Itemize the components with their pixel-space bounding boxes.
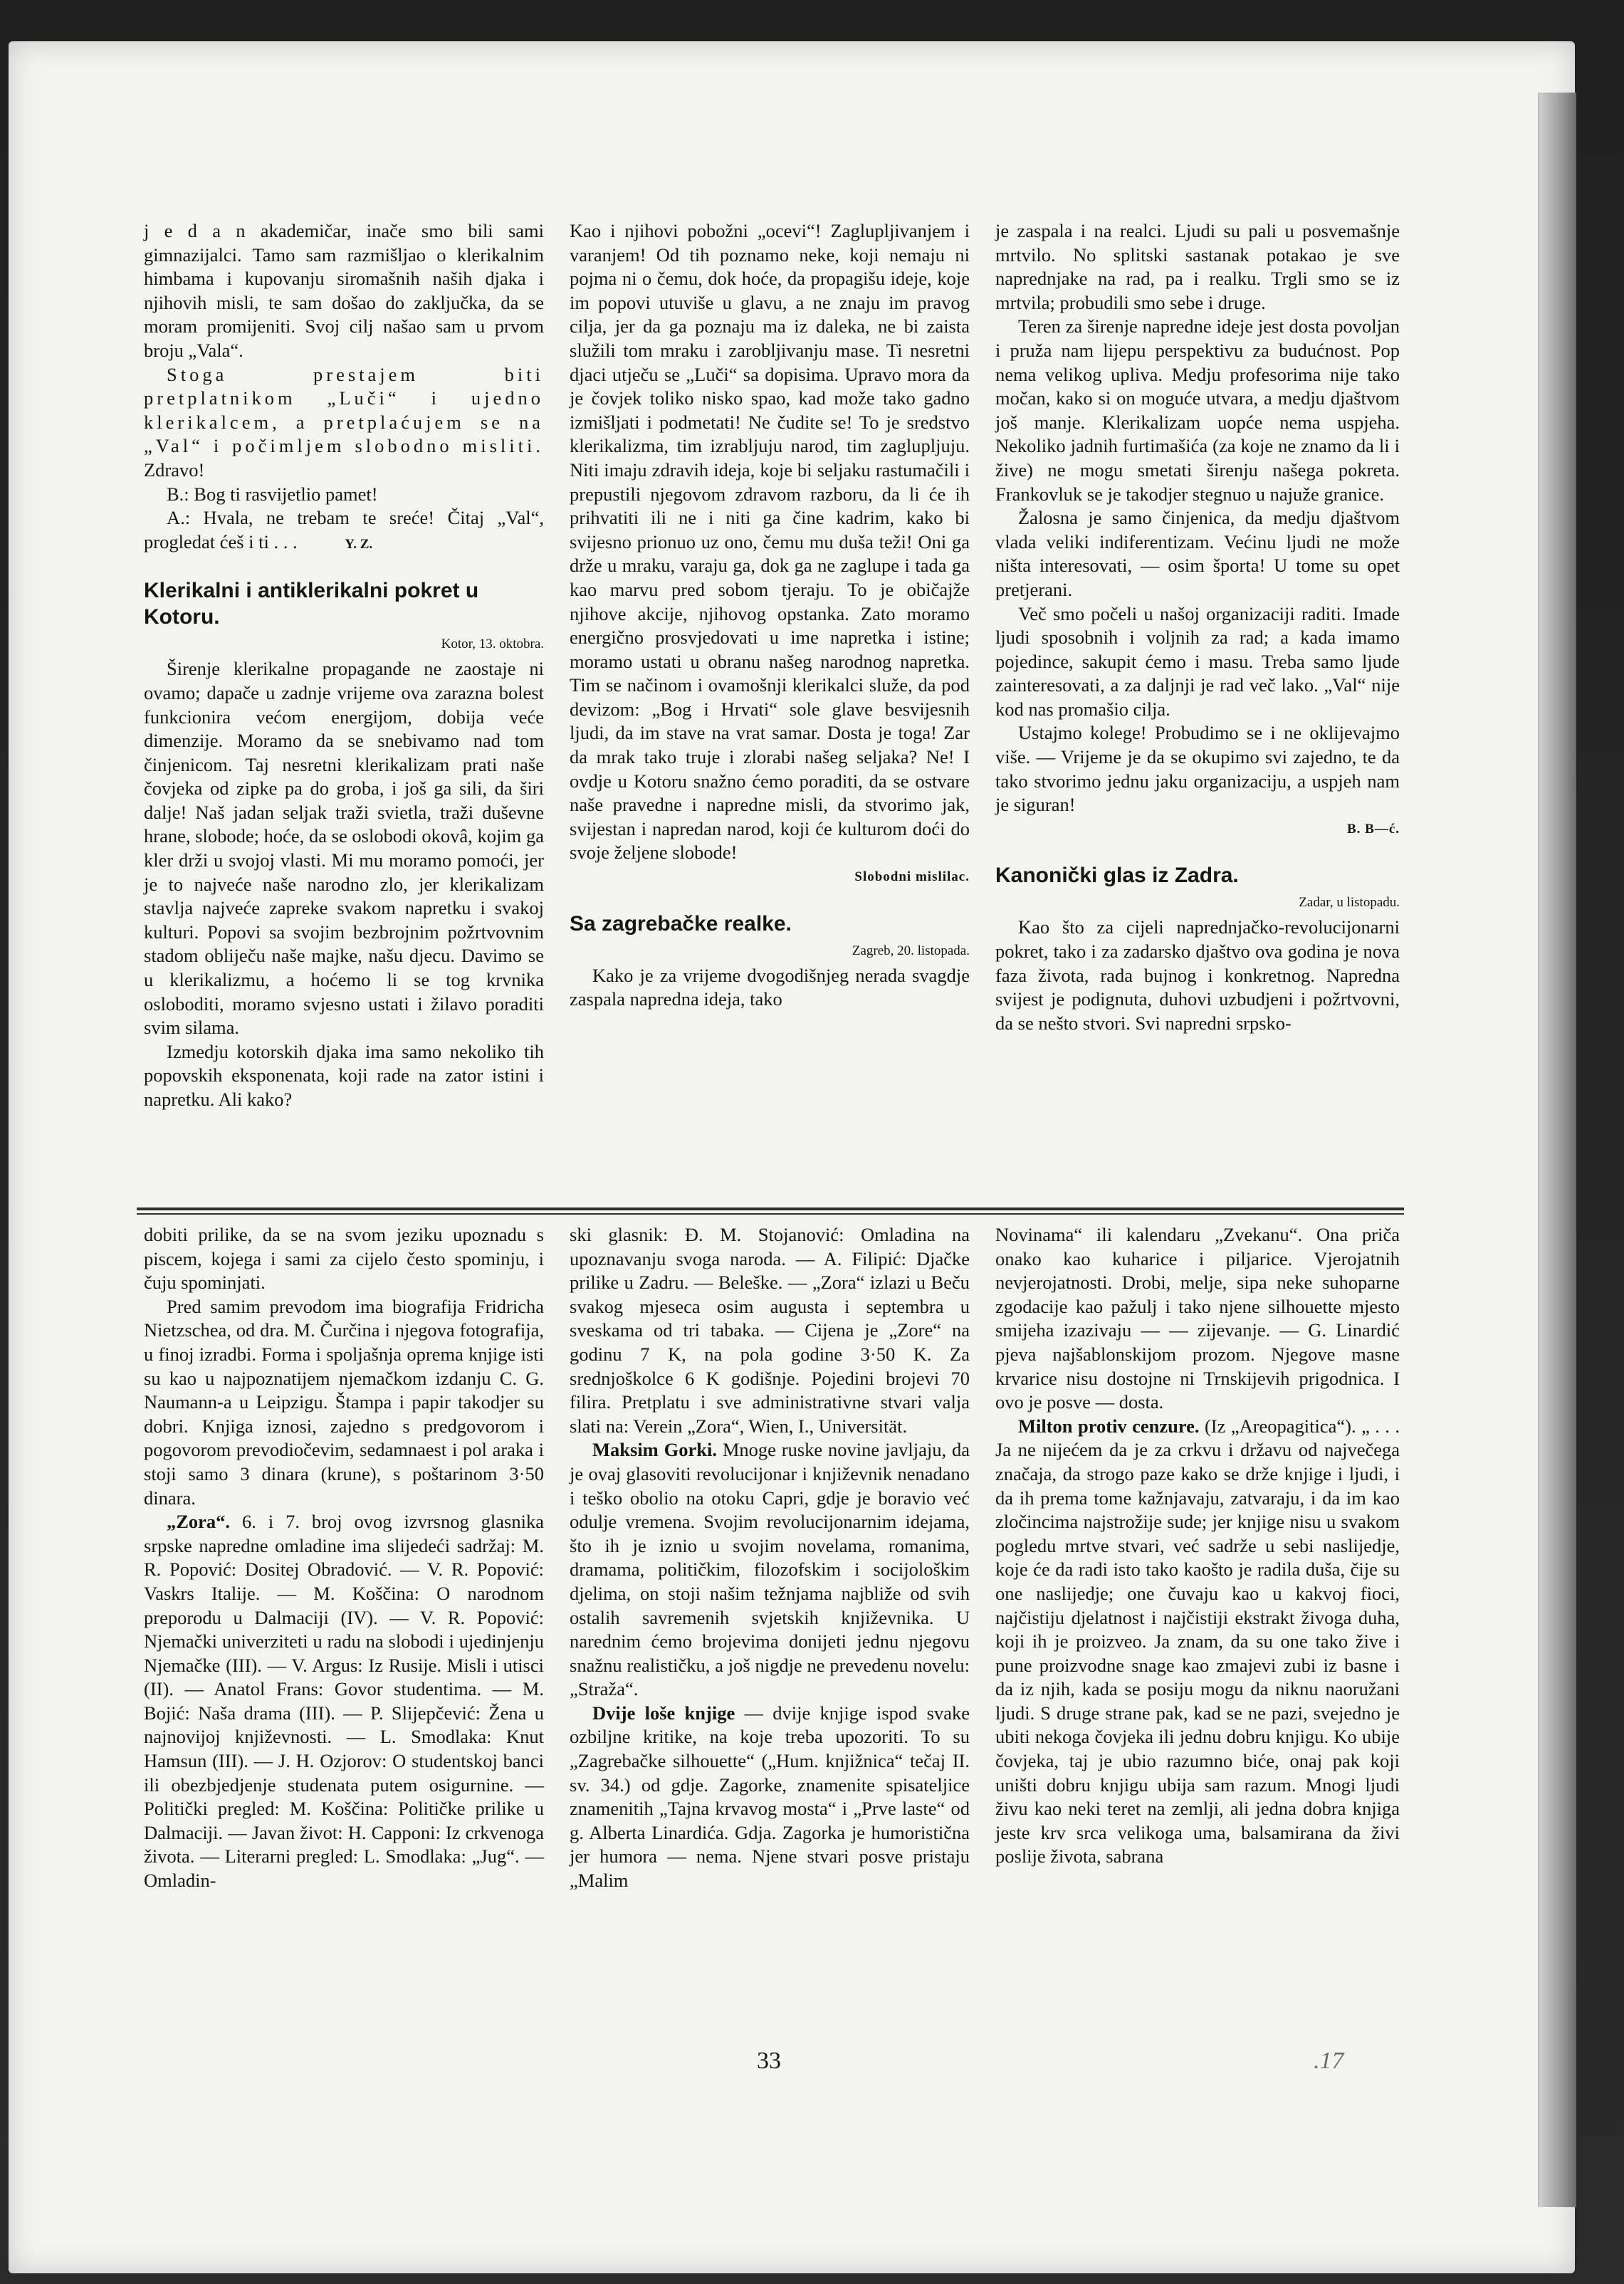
section-divider [137, 1208, 1404, 1210]
paragraph: Kao i njihovi pobožni „ocevi“! Zaglupljivanjem i varanjem! Od tih poznamo neke, koji nemaju ni pojma ni o čemu, dok hoće, da propagišu ideje, koje im popovi utuviše u glavu, a ne znaju im pravog cilja, jer da ga poznaju ma iz daleka, ne bi zaista služili tom mraku i zarobljivanju mase. Ti nesretni djaci utječu se „Luči“ sa dopisima. Upravo mora da je čovjek toliko nisko spao, kad može tako gadno izmišljati i podmetati! Ne čudite se! To je sredstvo klerikalizma, tim izrabljuju narod, tim zaglupljuju. Niti imaju zdravih ideja, koje bi seljaku rastumačili i prepustili njegovom zdravom razboru, da li će ih prihvatiti ili ne i niti ga čine kadrim, kako bi svijesno prionuo uz ono, čemu mu duša teži! Oni ga drže u mraku, varaju ga, dok ga ne zaglupe i tada ga kao marvu pred sobom tjeraju. To je običajže njihove akcije, njihovog opstanka. Zato moramo energično prosvjedovati u ime napretka i istine; moramo ustati u obranu našeg narodnog napretka. Tim se načinom i ovamošnji klerikalci služe, da pod devizom: „Bog i Hrvati“ sole glave besvijesnih ljudi, da im stave na vrat samar. Dosta je toga! Zar da mrak tako truje i zlorabi našeg seljaka? Ne! I ovdje u Kotoru snažno ćemo poraditi, da se ostvare naše pravedne i napredne misli, da stvorimo jak, svijestan i napredan narod, koji će kulturom doći do svoje željene slobode! [570, 220, 970, 864]
paragraph: ski glasnik: Đ. M. Stojanović: Omladina na upoznavanju svoga naroda. — A. Filipić: Djačke prilike u Zadru. — Beleške. — „Zora“ izlazi u Beču svakog mjeseca osim augusta i septembra u sveskama od tri tabaka. — Cijena je „Zore“ na godinu 7 K, na pola godine 3·50 K. Za srednjoškolce 6 K godišnje. Pojedini brojevi 70 filira. Pretplatu i sve administrativne stvari valja slati na: Verein „Zora“, Wien, I., Universität. [570, 1224, 970, 1437]
section-divider [137, 1213, 1404, 1215]
paragraph: Teren za širenje napredne ideje jest dosta povoljan i pruža nam lijepu perspektivu za budućnost. Pop nema velikog upliva. Medju profesorima nije tako močan, kako si on moguće utvara, a medju djaštvom još manje. Klerikalizam uopće nema uspjeha. Nekoliko jadnih furtimašića (za koje ne znamo da li i žive) ne mogu smetati širenju našega pokreta. Frankovluk se je takodjer stegnuo u najuže granice. [995, 315, 1400, 505]
column-bottom-middle [570, 1223, 970, 1893]
column-bottom-right [995, 1223, 1400, 1869]
column-top-right [995, 219, 1400, 1035]
paragraph: Kako je za vrijeme dvogodišnjeg nerada svagdje zaspala napredna ideja, tako [570, 964, 970, 1010]
page-number: 33 [757, 2048, 781, 2074]
paragraph: Novinama“ ili kalendaru „Zvekanu“. Ona priča onako kao kuharice i piljarice. Vjerojatnih nevjerojatnosti. Drobi, melje, sipa neke suhoparne zgodacije kao pažulj i tako njene silhouette mjesto smijeha izazivaju — — zijevanje. — G. Linardić pjeva najšablonskijom prozom. Njegove masne krvarice nisu dostojne ni Trnskijevih prigodnica. I ovo je posve — dosta. [995, 1224, 1400, 1413]
paragraph: je zaspala i na realci. Ljudi su pali u posvemašnje mrtvilo. No splitski sastanak potakao je sve naprednjake na rad, pa i realku. Trgli smo se iz mrtvila; probudili smo sebe i druge. [995, 220, 1400, 313]
paragraph: „Zora“. 6. i 7. broj ovog izvrsnog glasnika srpske napredne omladine ima slijedeći sadržaj: M. R. Popović: Dositej Obradović. — V. R. Popović: Vaskrs Italije. — M. Koščina: O narodnom preporodu u Dalmaciji (IV). — V. R. Popović: Njemački univerziteti u radu na slobodi i ujedinjenju Njemačke (III). — V. Argus: Iz Rusije. Misli i utisci (II). — Anatol Frans: Govor studentima. — M. Bojić: Naša drama (III). — P. Slijepčević: Žena u najnovijoj književnosti. — L. Smodlaka: Knut Hamsun (III). — J. H. Ozjorov: O studentskoj banci ili obezbjedjenje studenata putem osigurnine. — Politički pregled: M. Koščina: Političke prilike u Dalmaciji. — Javan život: H. Capponi: Iz crkvenoga života. — Literarni pregled: L. Smodlaka: „Jug“. — Omladin- [144, 1511, 544, 1892]
article-heading: Klerikalni i antiklerikalni pokret u Kotoru. [144, 579, 479, 629]
paragraph: Kao što za cijeli naprednjačko-revolucijonarni pokret, tako i za zadarsko djaštvo ova godina je nova faza života, rada bujnog i konkretnog. Napredna svijest je podignuta, duhovi uzbudjeni i požrtvovni, da se nešto stvori. Svi napredni srpsko- [995, 916, 1400, 1034]
paragraph: Žalosna je samo činjenica, da medju djaštvom vlada veliki indiferentizam. Većinu ljudi ne može ništa interesovati, — osim športa! U tome su opet pretjerani. [995, 507, 1400, 600]
paragraph: j e d a n akademičar, inače smo bili sami gimnazijalci. Tamo sam razmišljao o klerikalnim himbama i kupovanju siromašnih naših djaka i njihovih misli, te sam došao do zaključka, da se moram promijeniti. Svoj cilj našao sam u prvom broju „Vala“. [144, 220, 544, 361]
dateline: Kotor, 13. oktobra. [441, 637, 544, 652]
paragraph: Ustajmo kolege! Probudimo se i ne oklijevajmo više. — Vrijeme je da se okupimo svi zajedno, te da tako stvorimo jednu jaku organizaciju, a uspjeh nam je siguran! [995, 722, 1400, 816]
dateline: Zadar, u listopadu. [1299, 895, 1400, 911]
paragraph: Izmedju kotorskih djaka ima samo nekoliko tih popovskih eksponenata, koji rade na zator istini i napretku. Ali kako? [144, 1040, 544, 1110]
paragraph: Milton protiv cenzure. (Iz „Areopagitica“). „ . . . Ja ne nijećem da je za crkvu i državu od največega značaja, da strogo paze kako se drže knjige i ljudi, i da ih prema tome kažnjavaju, zatvaraju, i da im kao zločincima najstrožije sude; jer knjige nisu u svakom pogledu mrtve stvari, već sadrže u sebi naslijedje, koje će da radi isto tako kaošto je radila duša, čije su one naslijedje; one čuvaju kao u kakvoj fioci, najčistiju djelatnost i najčistiji ekstrakt živoga duha, koji ih je proizveo. Ja znam, da su one tako žive i pune proizvodne snage kao zmajevi zubi iz basne i da iz njih, kada se posiju mogu da niknu naoružani ljudi. S druge strane pak, kad se ne pazi, svejedno je ubiti nekoga čovjeka ili jednu dobru knjigu. Ko ubije čovjeka, taj je ubio razumno biće, onaj pak koji uništi dobru knjigu ubija sam razum. Mnogi ljudi živu kao neki teret na zemlji, ali jedna dobra knjiga jeste krv srca velikoga uma, balsamirana da živi poslije života, sabrana [995, 1415, 1400, 1867]
paragraph: A.: Hvala, ne trebam te sreće! Čitaj „Val“, progledat ćeš i ti . . . Y. Z. [144, 507, 544, 552]
page-stack-edge [1538, 93, 1576, 2207]
article-heading: Sa zagrebačke realke. [570, 911, 792, 936]
column-bottom-left [144, 1223, 544, 1893]
column-top-middle [570, 219, 970, 1012]
column-top-left [144, 219, 544, 1112]
paragraph: dobiti prilike, da se na svom jeziku upoznadu s piscem, kojega i sami za cijelo često spominju, i čuju spominjati. [144, 1224, 544, 1294]
signature: Slobodni mislilac. [854, 869, 970, 885]
pencil-annotation: .17 [1314, 2048, 1344, 2074]
paragraph: Širenje klerikalne propagande ne zaostaje ni ovamo; dapače u zadnje vrijeme ova zarazna bolest funkcionira većom energijom, dobija veće dimenzije. Moramo da se snebivamo nad tom činjenicom. Taj nesretni klerikalizam prati naše čovjeka od zipke pa do groba, i još ga sili, da širi dalje! Naš jadan seljak traži svietla, traži duševne hrane, slobode; hoće, da se oslobodi okovâ, kojim ga kler drži u svojoj vlasti. Mi mu moramo pomoći, jer je to najveće naše narodno zlo, jer klerikalizam stavlja najveće zapreke svakom napretku i svakoj kulturi. Popovi sa svojim bezbrojnim požrtvovnim stadom obliječu naše majke, našu djecu. Davimo se u klerikalizmu, a hoćemo li se tog krvnika osloboditi, moramo svjesno ustati i žilavo poraditi svim silama. [144, 658, 544, 1039]
paragraph: Več smo počeli u našoj organizaciji raditi. Imade ljudi sposobnih i voljnih za rad; a kada imamo pojedince, sakupit ćemo i masu. Treba samo ljude zainteresovati, a za daljnji je rad več lako. „Val“ nije kod nas promašio cilja. [995, 602, 1400, 720]
paragraph: Pred samim prevodom ima biografija Fridricha Nietzschea, od dra. M. Čurčina i njegova fotografija, u finoj izradbi. Forma i spoljašnja oprema knjige isti su kao u najpoznatijem njemačkom izdanju C. G. Naumann-a u Leipzigu. Štampa i papir takodjer su dobri. Knjiga iznosi, zajedno s predgovorom i pogovorom prevodiočevim, sedamnaest i pol araka i stoji samo 3 dinara (krune), s poštarinom 3·50 dinara. [144, 1295, 544, 1509]
signature: B. B—ć. [1346, 821, 1400, 837]
article-heading: Kanonički glas iz Zadra. [995, 864, 1239, 888]
dateline: Zagreb, 20. listopada. [852, 943, 970, 958]
paragraph: Dvije loše knjige — dvije knjige ispod svake ozbiljne kritike, na koje treba upozoriti. To su „Zagrebačke silhouette“ („Hum. knjižnica“ tečaj II. sv. 34.) od gdje. Zagorke, znamenite spisateljice znamenitih „Tajna krvavog mosta“ i „Prve laste“ od g. Alberta Linardića. Gdja. Zagorka je humoristična jer humora — nema. Njene stvari posve pristaju „Malim [570, 1702, 970, 1892]
paragraph: B.: Bog ti rasvijetlio pamet! [167, 483, 378, 505]
paragraph: Maksim Gorki. Mnoge ruske novine javljaju, da je ovaj glasoviti revolucijonar i književnik nenadano i teško obolio na otoku Capri, gdje je boravio već odulje vremena. Svojim revolucijonarnim idejama, što ih je iznio u svojim novelama, romanima, dramama, političkim, filozofskim i socijološkim djelima, on stoji našim težnjama najbliže od svih ostalih savremenih svjetskih književnika. U narednim ćemo brojevima donijeti jednu njegovu snažnu realističku, a još nigdje ne prevedenu novelu: „Straža“. [570, 1439, 970, 1700]
paragraph: Stoga prestajem biti pretplatnikom „Luči“ i ujedno klerikalcem, a pretplaćujem se na „Val“ i počimljem slobodno misliti. Zdravo! [144, 363, 544, 481]
